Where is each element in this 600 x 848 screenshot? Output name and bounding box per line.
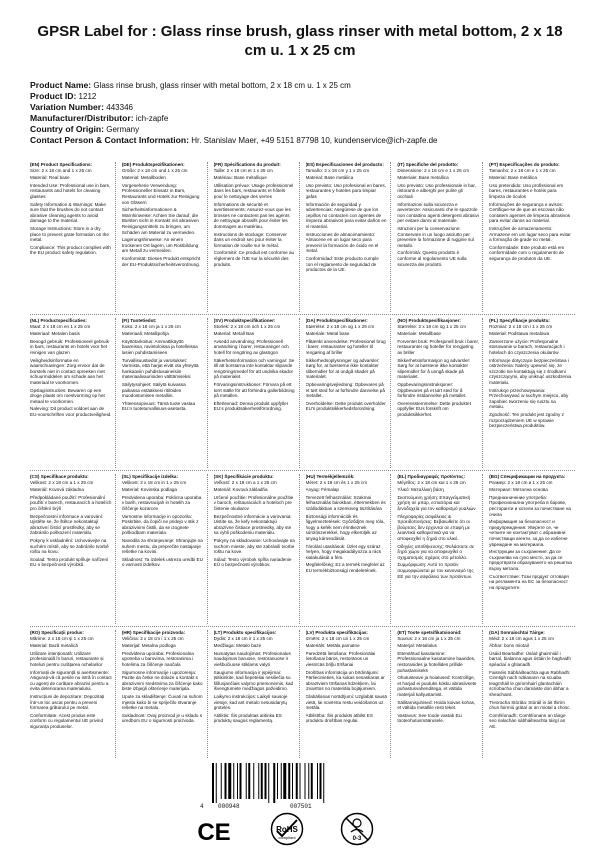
barcode-bar: [273, 763, 275, 803]
spec-text: Συμμόρφωση: Αυτό το προϊόν συμμορφώνεται με τον κανονισμό της ΕΕ για την ασφάλεια των προϊόντων.: [397, 562, 474, 579]
spec-cell: [122, 162, 208, 312]
spec-text: Veľkosť: 2 x 18 cm a 1 x 25 cm: [213, 479, 277, 485]
spec-text: Sikkerhedsoplysninger og advarsler: Sørg for, at børsterne ikke kontakter slibemidler for at undgå skader på materialet.: [305, 357, 380, 380]
spec-text: Zamierzone użycie: Profesjonalne stosowanie w barach, restauracjach i hotelach do czyszczenia okularów: [489, 338, 565, 355]
spec-text: Größe: 2 x 18 cm und 1 x 25 cm: [121, 167, 188, 173]
spec-text: Dydis: 2 x 18 cm ir 1 x 25 cm: [213, 635, 273, 641]
spec-text: Laikymo instrukcijos: Laikyti sausoje vietoje, kad ant metalo nesusidarytų grotelės.: [213, 693, 288, 711]
spec-text: Veličina: 2 x 18 cm i 1 x 25 cm: [121, 635, 184, 641]
spec-text: Velikost: 2 x 18 cm in 1 x 25 cm: [121, 479, 187, 485]
rohs-icon: [270, 812, 304, 846]
spec-text: Pokyny na skladovanie: Uchovávajte na suchom mieste, aby ste zabránili tvorbe roštu na kove.: [213, 537, 295, 555]
spec-text: Storage Instructions: Store in a dry place to prevent grate formation on the metal.: [30, 225, 109, 243]
spec-text: Material: Base metálica: [489, 175, 537, 181]
barcode-bar: [248, 763, 250, 799]
spec-text: Instrucciones de almacenamiento: Almacene en un lugar seco para prevenir la formación de óxido en el metal.: [305, 231, 379, 254]
spec-heading: (IT) Specifiche del prodotto:: [397, 162, 459, 167]
spec-text: Ohutusteave ja hoiatused: Kontrollige, et harjad ei puutuks kokku abrasiivsete puhastusvahenditega, et vältida materjali kahjustamist.: [397, 675, 477, 697]
spec-cell: [30, 474, 116, 624]
barcode-right-digits: 007501: [290, 803, 312, 810]
barcode-bar: [246, 763, 247, 799]
spec-text: Skladnost: Ta izdelek ustreza uredbi EU o varnosti izdelkov.: [121, 556, 203, 568]
spec-heading: (SK) Špecifikácie produktu:: [213, 474, 274, 479]
spec-text: Instruções de armazenamento: Armazene em um lugar seco para evitar a formação de grade no metal.: [489, 225, 571, 243]
spec-heading: (PL) Specyfikacje produktu:: [489, 318, 550, 323]
spec-text: Material: Metallboden: [121, 175, 166, 181]
spec-text: Material: Metall Bas: [213, 331, 254, 337]
spec-cell: [214, 630, 300, 758]
spec-text: Overensstemmelse: Dette produktet oppfyller EUs forskrift om produktsikkerhet.: [397, 400, 471, 417]
spec-text: Material: Kovinska podlaga: [121, 487, 177, 493]
page-title: GPSR Label for : Glass rinse brush, glass rinser with metal bottom, 2 x 18 cm u. 1 x 25 cm: [37, 23, 563, 59]
spec-text: Sikkerhetsinformasjon og advarsler: Sørg for at børstene ikke kontakter slipemidler for å unngå skade på materialet.: [397, 357, 471, 380]
spec-text: Informazioni sulla sicurezza e avvertenze: Assicurarsi che le spazzole non contattino agenti detergenti abrasivi per evitare danni al materiale.: [397, 201, 479, 224]
spec-cell: [306, 474, 392, 624]
spec-text: Materjal: Metallalus: [397, 643, 437, 649]
barcode-bar: [253, 763, 254, 799]
barcode-bar: [233, 763, 234, 799]
spec-text: Conformité: Ce produit est conforme au règlement de l'UE sur la sécurité des produits.: [213, 250, 295, 267]
spec-text: Intended Use: Professional use in bars, restaurants and hotels for cleaning glasses: [30, 182, 111, 199]
spec-text: Paredzētā lietošana: Profesionālai lietošanai bāros, restorānos un viesnīcās briļļu tīrīšanai: [305, 650, 376, 667]
barcode-bar: [237, 763, 238, 799]
spec-text: Käyttötarkoitus: Ammattikäyttö baareissa, ravintoloissa ja hotelleissa lasien puhdistamiseen: [121, 338, 198, 355]
spec-text: Vastavus: See toode vastab ELi tooteohutusmäärusele.: [397, 712, 463, 724]
spec-text: Zgodność: Ten produkt jest zgodny z rozporządzeniem UE w sprawie bezpieczeństwa produktów.: [489, 411, 564, 429]
spec-text: Forventet bruk: Profesjonell bruk i barer, restauranter og hoteller for rengjøring av briller: [397, 338, 480, 355]
spec-text: Safety Information & Warnings: Make sure that the brushes do not contact abrasive cleaning agents to avoid damage to the material.: [30, 201, 106, 224]
spec-text: Bezpečnostné informácie a varovania: Uistite sa, že kefy nekontaktujú abrazívne čistiace prostriedky, aby ste sa vyhli poškodeniu materiálu.: [213, 513, 292, 536]
spec-text: Úsáid Beartaithe: Úsáid ghairmiúil i barraí, bialanna agus óstáin le haghaidh spéaclaí a ghlanadh: [489, 650, 571, 667]
spec-text: Utilisation prévue: Usage professionnel dans les bars, restaurants et hôtels pour le nettoyage des verres: [213, 182, 294, 199]
spec-text: Comhlíonadh: Comhlíonann an táirge seo rialachán sábháilteachta táirgí an AE.: [489, 712, 566, 729]
barcode-bar: [311, 763, 313, 799]
spec-text: Utilizare intenționată: Utilizare profesională în baruri, restaurante și hoteluri pentru curățarea ochelarilor: [30, 650, 104, 667]
spec-heading: (SL) Specifikacije izdelka:: [121, 474, 178, 479]
barcode-bar: [228, 763, 231, 799]
spec-text: Určené použitie: Profesionálne použitie v baroch, reštauráciách a hoteloch pre čistenie okuliarov: [213, 494, 294, 511]
spec-heading: (CS) Specifikace produktu:: [30, 474, 89, 479]
barcode-bar: [317, 763, 318, 799]
spec-text: Turvallisuustiedot ja varoitukset: Varmista, että harjat eivät ota yhteyttä hankaaviin puhdistusaineisiin materiaalivaurioiden välttämiseksi: [121, 357, 199, 380]
spec-cell: [122, 474, 208, 624]
age-text: 0-3: [352, 836, 362, 842]
spec-text: Matériau: Base métallique: [213, 175, 267, 181]
spec-text: Overholdelse: Dette produkt overholder EU's produktsikkerhedsforordning.: [305, 400, 386, 412]
spec-text: Izmērs: 2 x 18 cm un 1 x 25 cm: [305, 635, 370, 641]
spec-cell: [122, 630, 208, 758]
spec-text: Tamanho: 2 x 18 cm e 1 x 25 cm: [489, 167, 556, 173]
info-variation-number: Variation Number: 443346: [30, 102, 133, 112]
spec-text: Materijal: Metalna podloga: [121, 643, 176, 649]
barcode-bar: [265, 763, 267, 799]
spec-heading: (LV) Produkta specifikācijas:: [305, 630, 368, 635]
spec-text: Lagerungshinweise: An einem trockenen Ort lagern, um Rostbildung am Metall zu vermeiden.: [121, 237, 199, 254]
spec-text: Koko: 2 x 18 cm ja 1 x 25 cm: [121, 323, 181, 329]
spec-text: Uso previsto: Uso professionale in bar, ristoranti e alberghi per pulire gli occhiali: [397, 182, 476, 199]
spec-cell: [214, 318, 300, 468]
spec-text: Treoracha Stórála: Stóráil in áit thirim chun foirmiú grátaí ar an miotal a chosc.: [489, 699, 571, 711]
barcode-bar: [283, 763, 286, 799]
divider: [30, 314, 575, 315]
spec-text: Ábhar: bonn miotail: [489, 643, 529, 649]
spec-text: Drošības informācija un brīdinājumi: Pārliecinieties, ka sukas nesaskaras ar abrazīviem tīrīšanas līdzekļiem, lai izvairītos no materiāla bojājumiem.: [305, 669, 385, 692]
spec-text: Pokyny k uskladnění: Uchovávejte na suchém místě, aby se zabránilo tvorbě roštu na kovu.: [30, 537, 109, 555]
product-info: [30, 80, 575, 146]
spec-heading: (DE) Produktspezifikationen:: [121, 162, 185, 167]
not-for-children-icon: [340, 812, 374, 846]
info-product-name: Product Name: Glass rinse brush, glass rinser with metal bottom, 2 x 18 cm u. 1 x 25 cm: [30, 80, 351, 90]
spec-text: Informații de siguranță și avertismente: Asigurați-vă că periile nu intră în contact cu agenți de curățare abrazivi pentru a evita deteriorarea materialului.: [30, 669, 112, 692]
spec-text: Materiale: Metallbase: [397, 331, 441, 337]
divider: [30, 470, 575, 471]
barcode-bar: [323, 763, 324, 803]
info-country: Country of Origin: Germany: [30, 124, 140, 134]
spec-text: Atbilstība: Šis produkts atbilst ES produktu drošības regulai.: [305, 712, 373, 724]
spec-text: Maat: 2 x 18 cm en 1 x 25 cm: [30, 323, 91, 329]
spec-text: Πληροφορίες ασφάλειας & προειδοποιήσεις: Βεβαιωθείτε ότι οι βούρτσες δεν έρχονται σε επαφή με λειαντικά καθαριστικά για να αποφευχθεί η ζημιά στο υλικό.: [397, 513, 470, 541]
barcode-bar: [292, 763, 293, 799]
spec-row-1: [30, 162, 575, 312]
spec-text: Informacje dotyczące bezpieczeństwa i ostrzeżenia: Należy upewnić się, że szczotki nie kontaktują się z środkami czyszczącymi, aby uniknąć uszkodzenia materiału.: [489, 357, 572, 385]
spec-text: Conformidade: Este produto está em conformidade com o regulamento de segurança de produtos da UE.: [489, 244, 565, 261]
spec-text: Tárolási utasítások: Üzlet egy száraz helyen, hogy megakadályozza a rács kialakulását a fém.: [305, 543, 382, 560]
spec-cell: [306, 630, 392, 758]
barcode: [210, 763, 360, 803]
spec-text: Ettenähtud kasutamine: Professionaalne kasutamine baarides, restoranides ja hotellides prillide puhastamiseks: [397, 650, 476, 673]
barcode-bar: [261, 763, 263, 799]
spec-cell: [30, 318, 116, 468]
spec-row-2: [30, 318, 575, 468]
spec-text: Bezpečnostní informace a varování: Ujistěte se, že štětce nekontaktují abrazivní čisticí prostředky, aby se zabránilo poškození materiálu.: [30, 513, 104, 536]
barcode-bar: [221, 763, 222, 799]
spec-text: Säkerhetsinformation och varningar: Se till att borstarna inte kontaktar slipande rengöringsmedel för att undvika skador på materialet.: [213, 357, 295, 380]
spec-text: Material: Real base: [30, 175, 70, 181]
spec-text: Material: Bază metalică: [30, 643, 78, 649]
barcode-bar: [288, 763, 290, 799]
spec-text: Förvaringsinstruktioner: Förvara på ett torrt ställe för att förhindra gallerbildning på metallen.: [213, 381, 295, 399]
spec-text: Vorgesehene Verwendung: Professioneller Einsatz in Bars, Restaurants und Hotels zur Reinigung von Gläsern: [121, 182, 200, 205]
spec-cell: [397, 318, 483, 468]
spec-text: Konformität: Dieses Produkt entspricht der EU-Produktsicherheitsverordnung.: [121, 255, 201, 267]
spec-text: Materiál: Kovová základňa: [213, 487, 268, 493]
spec-text: Saugumo informacija ir įspėjimai: Įsitikinkite, kad šepetėliai nesiliečia su šlifuojančiais valymo priemonėmis, kad išvengtumėte medžiagos pažeidimo.: [213, 669, 294, 692]
spec-cell: [397, 162, 483, 312]
spec-text: Mărime: 2 x 18 cm și 1 x 25 cm: [30, 635, 94, 641]
spec-text: Faisnéis Sábháilteachta agus Rabhadh: Cinntigh nach ndéanann na scuaba teagmháil le gníomhairí glantacháin scríobacha chun damáiste don ábhar a sheachaint.: [489, 669, 571, 697]
spec-text: Uso pretendido: Uso profissional em bares, restaurantes e hotéis para limpeza de óculos: [489, 182, 564, 199]
spec-text: Размер: 2 x 18 cm и 1 x 25 cm: [489, 479, 553, 485]
spec-text: Anyag: Fémalap: [305, 487, 339, 493]
spec-heading: (HR) Specifikacije proizvoda:: [121, 630, 186, 635]
spec-heading: (ET) Toote spetsifikatsioonid:: [397, 630, 462, 635]
spec-cell: [306, 318, 392, 468]
barcode-bar: [258, 763, 259, 799]
barcode-bar: [212, 763, 214, 803]
spec-text: Storlek: 2 x 18 cm och 1 x 25 cm: [213, 323, 281, 329]
barcode-first-digit: 4: [200, 803, 204, 810]
spec-cell: [214, 474, 300, 624]
spec-cell: [122, 318, 208, 468]
divider: [30, 626, 575, 627]
spec-text: Yhteensopivuus: Tämä tuote vastaa EU:n tuoteturvallisuus-asetusta.: [121, 400, 196, 412]
spec-heading: (EL) Προδιαγραφές προϊόντος:: [397, 474, 466, 479]
spec-text: Conformità: Questo prodotto è conforme al regolamento UE sulla sicurezza dei prodotti.: [397, 250, 467, 267]
spec-text: Materiaal: Metalen basis: [30, 331, 80, 337]
spec-heading: (LT) Produkto specifikacijos:: [213, 630, 277, 635]
spec-text: Naleving: Dit product voldoet aan de EU-voorschriften voor productveiligheid.: [30, 406, 112, 417]
spec-text: Biztonsági információk és figyelmeztetések: Győződjön meg róla, hogy a kefék nem érintkeznek súrolószerekkel, hogy elkerüljék az anyag károsodását.: [305, 513, 385, 541]
spec-text: Soulad: Tento produkt splňuje nařízení EU o bezpečnosti výrobků.: [30, 556, 109, 568]
spec-text: Varnostne informacije in opozorila: Poskrbite, da čopiči ne pridejo v stik z abrazivnimi čistili, da se izognete poškodbam materiala.: [121, 513, 199, 536]
spec-heading: (EN) Product Specifications:: [30, 162, 93, 167]
spec-text: Sicherheitsinformationen & Warnhinweise: Achten Sie darauf, die Bürsten nicht in Kontakt mit abrasiven Reinigungsmitteln zu bringen, um Schäden am Material zu vermeiden.: [121, 207, 199, 235]
spec-text: Materiāls: Metāla pamatne: [305, 643, 360, 649]
spec-text: Съответствие: Този продукт отговаря на регламента на ЕС за безопасност на продуктите.: [489, 573, 569, 590]
spec-text: Size: 2 x 18 cm and 1 x 25 cm: [30, 167, 92, 173]
spec-text: Säilitamisjuhised: Hoida kuivas kohas, et vältida metallile resti teket.: [397, 699, 476, 711]
ce-mark-text: CE: [197, 819, 231, 844]
spec-text: Istruzioni per la conservazione: Conservare in un luogo asciutto per prevenire la formazione di ruggine sul metallo.: [397, 225, 474, 248]
rohs-subtext: compliant: [278, 835, 296, 840]
spec-text: Predvidena uporaba: Poklicna uporaba v barih, restavracijah in hotelih za čiščenje kozarcev: [121, 494, 202, 511]
spec-heading: (DA) Produktspecifikationer:: [305, 318, 368, 323]
spec-text: Materiale: Metal base: [305, 331, 350, 337]
spec-text: Glabāšanas norādījumi: Uzglabāt sausā vietā, lai novērstu restu veidošanos uz metāla.: [305, 693, 387, 711]
spec-text: Säilytysohjeet: Säilytä kuivassa paikassa estääksesi ritilöiden muodostumisen metalliin.: [121, 381, 186, 399]
barcode-bar: [281, 763, 282, 799]
barcode-bar: [240, 763, 242, 799]
spec-text: Tamaño: 2 x 18 cm y 1 x 25 cm: [305, 167, 370, 173]
spec-text: Opbevaringsvejledning: Opbevares på et tørt sted for at forhindre dannelse på metallet.: [305, 381, 385, 399]
spec-row-4: [30, 630, 575, 758]
spec-text: Informations de sécurité et avertissements: Assurez-vous que les brosses ne contactent pas les agents de nettoyage abrasifs pour éviter les dommages au matériau.: [213, 201, 291, 229]
spec-text: Medžiaga: Metalo bazė: [213, 643, 262, 649]
spec-heading: (ES) Especificaciones del producto:: [305, 162, 384, 167]
spec-cell: [30, 162, 116, 312]
barcode-left-digits: 000948: [218, 803, 240, 810]
info-product-id: Product ID: 1212: [30, 91, 97, 101]
barcode-bar: [296, 763, 298, 799]
spec-text: Påtænkt anvendelse: Professionel brug i barer, restauranter og hoteller til rengøring af briller: [305, 338, 386, 355]
spec-text: Materiale: Base metallica: [397, 175, 449, 181]
spec-text: Efterlevnad: Denna produkt uppfyller EU:s produktsäkerhetsförordning.: [213, 400, 289, 412]
spec-text: Avsedd användning: Professionell användning i barer, restauranger och hotell för rengöring av glasögon: [213, 338, 289, 355]
spec-text: Información de seguridad y advertencias: Asegúrese de que los cepillos no contacten con agentes de limpieza abrasivos para evitar daños en el material.: [305, 201, 387, 229]
info-contact: Contact Person & Contact Information: Hr. Stanislav Maer, +49 5151 87798 10, kundenservice@ich-zapfe.de: [30, 135, 438, 145]
spec-heading: (HU) Termékjellemzők:: [305, 474, 355, 479]
spec-text: Sukladnost: Ovaj proizvod je u skladu s uredbom EU o sigurnosti proizvoda.: [121, 712, 203, 724]
spec-text: Predviđena uporaba: Profesionalna upotreba u barovima, restoranima i hotelima za čišćenje naočala: [121, 650, 194, 667]
spec-text: Υλικό: Μεταλλική βάση: [397, 487, 444, 493]
spec-text: Предназначение употреба: Професионална употреба в барове, ресторанти и хотели за почистване на очила: [489, 494, 571, 517]
spec-text: Veiligheidsinformatie en waarschuwingen: Zorg ervoor dat de borstels niet in contact spreeken met schuurmiddelen om schade aan het materiaal te voorkomen.: [30, 357, 105, 385]
spec-text: Megfelelőség: Ez a termék megfelel az EU termékbiztonsági rendeletének.: [305, 562, 385, 573]
spec-text: Instrucțiuni de depozitare: Depozitați într-un loc uscat pentru a preveni formarea grătarului pe metal.: [30, 693, 105, 711]
barcode-bar: [305, 763, 306, 799]
spec-heading: (NL) Productspecificaties:: [30, 318, 87, 323]
spec-text: Opslaginstructies: Bewaren op een droge plaats om roestvorming op het metaal te voorkomen.: [30, 387, 105, 404]
spec-text: Størrelse: 2 x 18 cm og 1 x 25 cm: [397, 323, 467, 329]
barcode-bar: [308, 763, 309, 799]
spec-text: Suurus: 2 x 18 cm ja 1 x 25 cm: [397, 635, 461, 641]
spec-cell: [489, 318, 575, 468]
spec-text: Οδηγίες αποθήκευσης: Φυλάσσετε σε ξηρό χώρο για να αποφευχθεί ο σχηματισμός σχάρας στο μέταλλο.: [397, 543, 475, 560]
spec-heading: (PT) Especificações do produto:: [489, 162, 560, 167]
spec-text: Материал: Метална основа: [489, 487, 548, 493]
spec-text: Μέγεθος: 2 x 18 cm και 1 x 25 cm: [397, 479, 466, 485]
spec-heading: (NO) Produktspesifikasjoner:: [397, 318, 461, 323]
ce-mark-icon: [196, 818, 232, 844]
spec-heading: (SV) Produktspecifikationer:: [213, 318, 276, 323]
spec-cell: [214, 162, 300, 312]
spec-cell: [489, 162, 575, 312]
spec-text: Rozmiar: 2 x 18 cm i 1 x 25 cm: [489, 323, 553, 329]
spec-text: Súlad: Tento výrobok spĺňa nariadenie EÚ o bezpečnosti výrobkov.: [213, 556, 292, 568]
spec-heading: (FR) Spécifications du produit:: [213, 162, 281, 167]
spec-cell: [397, 474, 483, 624]
spec-text: Инструкции за съхранение: Да се съхранява на сухо място, за да се предотврати образуването на решетка върху метала.: [489, 549, 572, 571]
spec-text: Taille: 2 x 18 cm et 1 x 25 cm: [213, 167, 273, 173]
spec-cell: [489, 474, 575, 624]
spec-cell: [489, 630, 575, 758]
spec-text: Uso previsto: Uso profesional en bares, restaurantes y hoteles para limpiar gafas: [305, 182, 386, 199]
spec-text: Materiaali: Metallipohja: [121, 331, 169, 337]
spec-text: Conformidad: Este producto cumple con el reglamento de seguridad de productos de la UE.: [305, 255, 379, 273]
barcode-bar: [320, 763, 322, 799]
barcode-bar: [300, 763, 301, 799]
spec-row-3: [30, 474, 575, 624]
spec-heading: (RO) Specificații produs:: [30, 630, 84, 635]
rohs-text: RoHS: [276, 825, 298, 834]
spec-text: Materiál: Kovová základna: [30, 487, 84, 493]
spec-heading: (FI) Tuotetiedot:: [121, 318, 157, 323]
spec-text: Materiał: Podstawa metalowa: [489, 331, 550, 337]
spec-text: Σκοπούμενη χρήση: Επαγγελματική χρήση σε μπαρ, εστιατόρια και ξενοδοχεία για τον καθαρισμό γυαλιών: [397, 494, 476, 511]
barcode-bar: [225, 763, 227, 799]
spec-text: Předpokládané použití: Profesionální použití v barech, restauracích a hotelích pro čištění brýlí: [30, 494, 112, 511]
spec-text: Navodila za shranjevanje: Shranjujte na suhem mestu, da preprečite nastajanje rešetke na kovini.: [121, 537, 203, 555]
spec-heading: (BG) Спецификации на продукта:: [489, 474, 566, 479]
spec-text: Material: Base metálica: [305, 175, 354, 181]
spec-text: Størrelse: 2 x 18 cm og 1 x 25 cm: [305, 323, 375, 329]
spec-text: Instrukcje przechowywania: Przechowywać w suchym miejscu, aby zapobiec tworzeniu się rusztu na metalu.: [489, 387, 569, 410]
info-manufacturer: Manufacturer/Distributor: ich-zapfe: [30, 113, 169, 123]
spec-text: Dimensione: 2 x 18 cm e 1 x 25 cm: [397, 167, 470, 173]
spec-cell: [306, 162, 392, 312]
spec-text: Информация за безопасност и предупреждения: Уверете се, че четките не контактуват с абразивни почистващи агенти, за да се избегне увреждане на материала.: [489, 519, 568, 547]
barcode-bar: [268, 763, 269, 803]
spec-cell: [397, 630, 483, 758]
spec-text: Beoogd gebruik: Professioneel gebruik in bars, restaurants en hotels voor het reinigen van glazen: [30, 338, 109, 355]
spec-text: Velikost: 2 x 18 cm a 1 x 25 cm: [30, 479, 94, 485]
spec-cell: [30, 630, 116, 758]
spec-text: Oppbevaringsinstruksjoner: Oppbevares på et tørt sted for å forhindre ristdannelse på metallet.: [397, 381, 467, 399]
spec-text: Informações de segurança e avisos: Certifique-se de que as escovas não contatem agentes de limpeza abrasivos para evitar danos ao material.: [489, 201, 571, 224]
spec-text: Instructions de stockage: Conserver dans un endroit sec pour éviter la formation de rouille sur le métal.: [213, 231, 287, 248]
spec-heading: (GA) Sonraíochtaí Táirge:: [489, 630, 545, 635]
spec-text: Upute za skladištenje: Čuvati na suhom mjestu kako bi se spriječilo stvaranje rešetke na metalu.: [121, 693, 203, 711]
barcode-bar: [216, 763, 217, 803]
spec-text: Tervezett felhasználás: Szakmai felhasználás bárokban, éttermekben és szállodákban a szemüveg tisztítására: [305, 494, 386, 511]
spec-text: Méid: 2 x 18 cm agus 1 x 25 cm: [489, 635, 555, 641]
spec-text: Méret: 2 x 18 cm és 1 x 25 cm: [305, 479, 368, 485]
spec-text: Atitiktis: Šis produktas atitinka ES produktų saugos reglamentą.: [213, 712, 282, 724]
spec-text: Sigurnosne informacije i upozorenja: Pazite da četke ne dolaze u kontakt s abrazivnim sredstvima za čišćenje kako biste izbjegli oštećenje materijala.: [121, 669, 203, 692]
spec-text: Conformitate: Acest produs este conform cu regulamentul UE privind siguranța produselor.: [30, 712, 104, 729]
spec-text: Compliance: This product complies with the EU product safety regulation.: [30, 244, 111, 256]
barcode-bar: [277, 763, 278, 799]
spec-text: Numatytas naudojimas: Profesionalus naudojimas baruose, restoranuose ir viešbučiuose stiklams valyti: [213, 650, 291, 667]
